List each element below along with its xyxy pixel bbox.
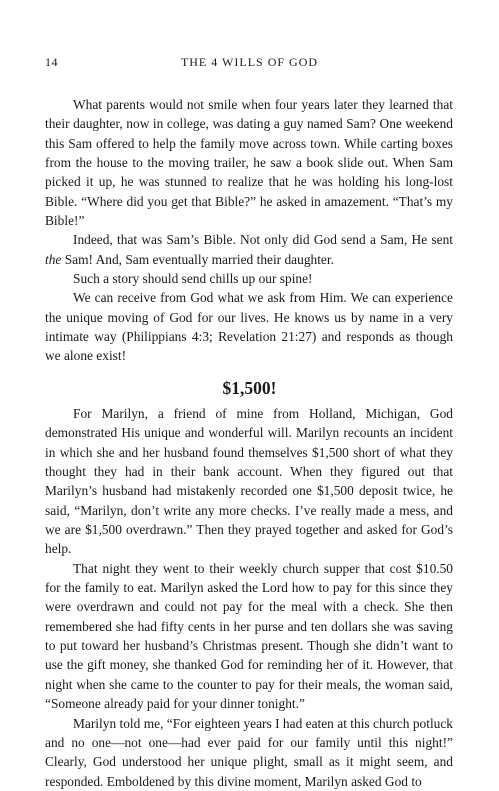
paragraph: Such a story should send chills up our spine!: [73, 271, 313, 287]
paragraph: [45, 230, 453, 269]
page-number: 14: [45, 55, 58, 69]
section-2-text: [45, 404, 453, 791]
paragraph-text: Sam! And, Sam eventually married their daughter.: [61, 251, 334, 267]
paragraph: What parents would not smile when four years later they learned that their daughter, now in college, was dating a guy named Sam? One weekend this Sam offered to help the family move across town. While carting boxes from the house to the moving trailer, he saw a book slide out. When Sam picked it up, he was stunned to realize that he was holding his long-lost Bible. “Where did you get that Bible?” he asked in amazement. “That’s my Bible!”: [45, 97, 453, 229]
paragraph-text: Indeed, that was Sam’s Bible. Not only did God send a Sam, He sent: [73, 232, 453, 248]
running-head: THE 4 WILLS OF GOD: [180, 55, 319, 69]
paragraph: That night they went to their weekly church supper that cost $10.50 for the family to eat. Marilyn asked the Lord how to pay for this since they were overdrawn and could not pay for the meal with a check. She then remembered she had fifty cents in her purse and ten dollars she was saving to put toward her husband’s Christmas present. Though she didn’t want to use the gift money, she thanked God for reminding her of it. However, that night when she came to the counter to pay for their meals, the woman said, “Someone already paid for your dinner tonight.”: [45, 560, 453, 712]
paragraph: For Marilyn, a friend of mine from Holland, Michigan, God demonstrated His unique and wonderful will. Marilyn recounts an incident in which she and her husband found themselves $1,500 short of what they thought they had in their bank account. When they figured out that Marilyn’s husband had mistakenly recorded one $1,500 deposit twice, he said, “Marilyn, don’t write any more checks. I’ve really made a mess, and we are $1,500 overdrawn.” Then they prayed together and asked for God’s help.: [45, 406, 453, 557]
section-1-text: [45, 95, 453, 366]
paragraph: Marilyn told me, “For eighteen years I had eaten at this church potluck and no one—not one—had ever paid for our family until this night!” Clearly, God understood her unique plight, small as it might seem, and responded. Emboldened by this divine moment, Marilyn asked God to: [45, 715, 453, 789]
emphasized-word: the: [45, 251, 62, 267]
section-heading: $1,500!: [222, 378, 277, 398]
paragraph: We can receive from God what we ask from Him. We can experience the unique moving of God for our lives. He knows us by name in a very intimate way (Philippians 4:3; Revelation 21:27) and responds as though we alone exist!: [45, 290, 453, 364]
